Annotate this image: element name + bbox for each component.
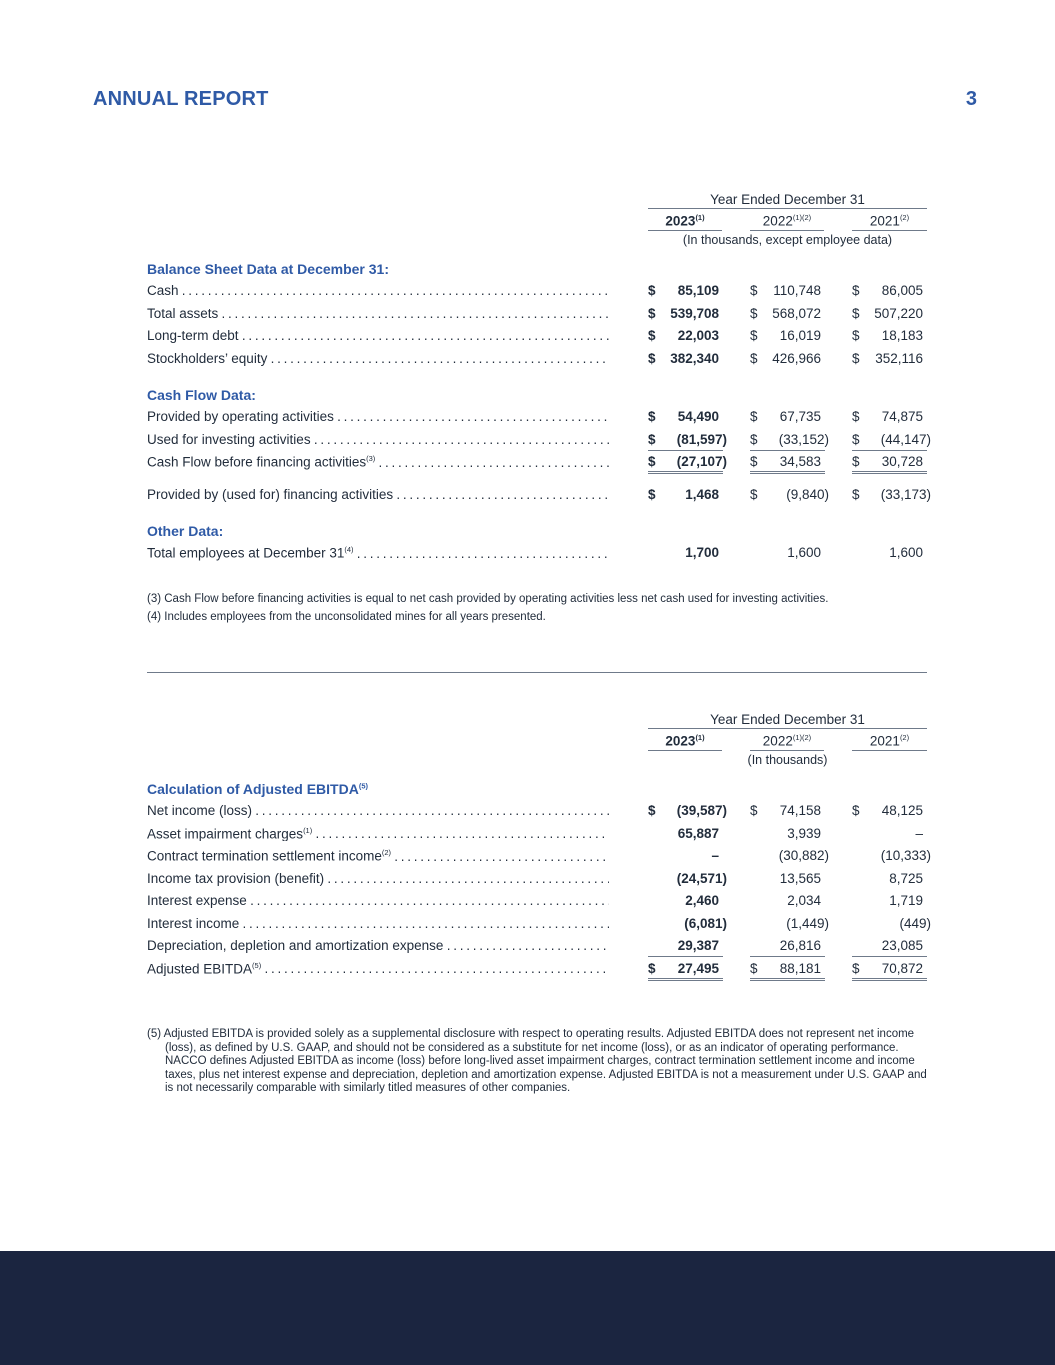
table-row bbox=[147, 893, 927, 916]
footnote-3: (3) Cash Flow before financing activities is equal to net cash provided by operating activities less net cash used for investing activities. bbox=[147, 593, 829, 605]
year-header-row bbox=[147, 211, 927, 231]
year-2022-header: $2022^{(1)(2)}$ bbox=[750, 213, 824, 231]
value-2023: 382,340 bbox=[670, 350, 719, 366]
value-2021: – bbox=[915, 825, 923, 841]
value-2023: (39,587) bbox=[676, 803, 727, 818]
value-2021: 507,220 bbox=[874, 305, 923, 321]
value-2022: 110,748 bbox=[773, 283, 821, 298]
value-2022: 2,034 bbox=[787, 893, 821, 908]
period-label: Year Ended December 31 bbox=[648, 712, 927, 729]
row-label: Interest expense . . . bbox=[147, 893, 609, 908]
row-label: Adjusted EBITDA$^{(5)}$ . . . bbox=[147, 961, 609, 977]
value-2021: 48,125 bbox=[881, 803, 923, 818]
value-2022: 74,158 bbox=[779, 803, 821, 818]
value-2021: 8,725 bbox=[889, 870, 923, 886]
section-title-balance-sheet: Balance Sheet Data at December 31: bbox=[147, 261, 389, 277]
table-row bbox=[147, 915, 931, 939]
table-row: Cash . . . $ 85,109 $ 110,748 $ 86,005 bbox=[147, 283, 927, 306]
footnote-4: (4) Includes employees from the unconsolidated mines for all years presented. bbox=[147, 610, 546, 623]
table-row: Net income (loss) . . . $ (39,587) $ 74,158 $ 48,125 bbox=[147, 803, 927, 826]
row-label: Total employees at December 31$^{(4)}$ . . . bbox=[147, 545, 609, 561]
table-row bbox=[147, 938, 927, 961]
table-row bbox=[147, 545, 927, 568]
row-label: Contract termination settlement income$^{(2)}$ . . . bbox=[147, 848, 609, 864]
value-2022: 88,181 bbox=[779, 960, 821, 976]
row-label: Asset impairment charges$^{(1)}$ . . . bbox=[147, 826, 609, 842]
year-2021-header: 2021$^{(2)}$ bbox=[852, 733, 927, 751]
period-header bbox=[147, 712, 927, 730]
value-2021: 70,872 bbox=[881, 960, 923, 976]
value-2022: (9,840) bbox=[786, 486, 829, 502]
page-header bbox=[93, 88, 977, 114]
value-2021: 1,719 bbox=[889, 893, 923, 908]
value-2021: (449) bbox=[899, 915, 931, 931]
value-2023: 1,468 bbox=[685, 486, 719, 502]
value-2022: (33,152) bbox=[778, 431, 829, 447]
table-row: Used for investing activities . . . $ (81,597) $ (33,152) $ (44,147) bbox=[147, 432, 927, 455]
row-label: Depreciation, depletion and amortization expense . . . bbox=[147, 938, 609, 953]
section-divider bbox=[147, 672, 927, 673]
row-label: Provided by operating activities . . . bbox=[147, 409, 609, 424]
table-row: Total assets . . . $ 539,708 $ 568,072 $ 507,220 bbox=[147, 306, 927, 329]
value-2023: – bbox=[711, 848, 719, 863]
year-header-row bbox=[147, 731, 927, 751]
table-row: Provided by (used for) financing activities . . . $ 1,468 $ (9,840) $ (33,173) bbox=[147, 487, 927, 510]
footnotes-cash-flow bbox=[147, 593, 927, 628]
value-2022: 16,019 bbox=[779, 328, 821, 343]
value-2022: 34,583 bbox=[779, 454, 821, 469]
value-2023: 2,460 bbox=[685, 893, 719, 908]
period-label: Year Ended December 31 bbox=[648, 192, 927, 209]
table-row bbox=[147, 848, 931, 871]
value-2023: (24,571) bbox=[676, 870, 727, 886]
footnote-5: (5) Adjusted EBITDA is provided solely as a supplemental disclosure with respect to operating results. Adjusted EBITDA does not represent net income (loss), as defined by U.S. GAAP, and should not be considered as a substitute for net income (loss), or as an indicator of operating performance. NACCO defines Adjusted EBITDA as income (loss) before long-lived asset impairment charges, contract termination settlement income and income taxes, plus net interest expense and depreciation, depletion and amortization expense. Adjusted EBITDA is not a measurement under U.S. GAAP and is not necessarily comparable with similarly titled measures of other companies. bbox=[147, 1028, 927, 1094]
value-2021: (44,147) bbox=[880, 431, 931, 447]
section-title-adjusted-ebitda: Calculation of Adjusted EBITDA$^{(5)}$ bbox=[147, 781, 368, 797]
table-row: Provided by operating activities . . . $ 54,490 $ 67,735 $ 74,875 bbox=[147, 409, 927, 432]
units-note: (In thousands, except employee data) bbox=[682, 233, 893, 247]
value-2023: (6,081) bbox=[684, 915, 727, 931]
units-note: (In thousands) bbox=[747, 753, 828, 767]
table-row: Adjusted EBITDA$^{(5)}$ . . . $ 27,495 $ 88,181 $ 70,872 bbox=[147, 961, 927, 984]
footnotes-ebitda bbox=[147, 1028, 927, 1100]
row-label: Interest income . . . bbox=[147, 916, 609, 931]
value-2023: 54,490 bbox=[677, 409, 719, 424]
value-2022: 67,735 bbox=[779, 409, 821, 424]
value-2022: (1,449) bbox=[786, 915, 829, 931]
value-2023: 85,109 bbox=[677, 283, 719, 298]
value-2021: 1,600 bbox=[889, 545, 923, 560]
value-2022: 568,072 bbox=[772, 305, 821, 321]
row-label: Long-term debt . . . bbox=[147, 328, 609, 343]
value-2023: 1,700 bbox=[685, 545, 719, 560]
section-title-other-data: Other Data: bbox=[147, 523, 224, 539]
year-2023-header: 2023$^{(1)}$ bbox=[648, 733, 722, 751]
value-2021: 18,183 bbox=[881, 328, 923, 343]
table-row bbox=[147, 871, 927, 894]
section-title-cash-flow: Cash Flow Data: bbox=[147, 387, 256, 403]
row-label: Provided by (used for) financing activities . . . bbox=[147, 487, 609, 502]
value-2023: 539,708 bbox=[670, 305, 719, 321]
row-label: Net income (loss) . . . bbox=[147, 803, 609, 818]
value-2023: (81,597) bbox=[676, 431, 727, 447]
value-2022: 26,816 bbox=[779, 938, 821, 953]
value-2021: 23,085 bbox=[881, 938, 923, 953]
page-number: 3 bbox=[965, 88, 977, 110]
value-2023: (27,107) bbox=[676, 454, 727, 469]
value-2022: (30,882) bbox=[778, 848, 829, 863]
value-2023: 29,387 bbox=[677, 938, 719, 953]
footer-band bbox=[0, 1251, 1055, 1365]
row-label: Used for investing activities . . . bbox=[147, 432, 609, 447]
year-2021-header: 2021$^{(2)}$ bbox=[852, 213, 927, 231]
value-2021: (33,173) bbox=[880, 486, 931, 502]
value-2023: 65,887 bbox=[677, 825, 719, 841]
value-2022: 13,565 bbox=[779, 870, 821, 886]
value-2022: 426,966 bbox=[772, 350, 821, 366]
value-2022: 3,939 bbox=[787, 825, 821, 841]
value-2023: 27,495 bbox=[677, 960, 719, 976]
period-header bbox=[147, 192, 927, 210]
value-2022: 1,600 bbox=[787, 545, 821, 560]
row-label: Cash Flow before financing activities$^{(3)}$ . . . bbox=[147, 454, 609, 470]
value-2021: 352,116 bbox=[875, 350, 923, 366]
table-row: Long-term debt . . . $ 22,003 $ 16,019 $ 18,183 bbox=[147, 328, 927, 351]
selected-financial-data-table bbox=[147, 192, 931, 568]
document-title: ANNUAL REPORT bbox=[93, 88, 269, 110]
year-2022-header: $2022^{(1)(2)}$ bbox=[750, 733, 824, 751]
value-2021: 86,005 bbox=[881, 283, 923, 298]
value-2023: 22,003 bbox=[677, 328, 719, 343]
year-2023-header: 2023$^{(1)}$ bbox=[648, 213, 722, 231]
row-label: Stockholders’ equity . . . bbox=[147, 351, 609, 366]
value-2021: (10,333) bbox=[880, 848, 931, 863]
table-row bbox=[147, 826, 927, 849]
value-2021: 74,875 bbox=[881, 409, 923, 424]
adjusted-ebitda-table bbox=[147, 712, 931, 983]
table-row: Stockholders’ equity . . . $ 382,340 $ 426,966 $ 352,116 bbox=[147, 351, 927, 374]
row-label: Total assets . . . bbox=[147, 306, 609, 321]
row-label: Income tax provision (benefit) . . . bbox=[147, 871, 609, 886]
value-2021: 30,728 bbox=[881, 454, 923, 469]
table-row: Cash Flow before financing activities$^{(3)}$ . . . $ (27,107) $ 34,583 $ 30,728 bbox=[147, 454, 927, 477]
row-label: Cash . . . bbox=[147, 283, 609, 298]
